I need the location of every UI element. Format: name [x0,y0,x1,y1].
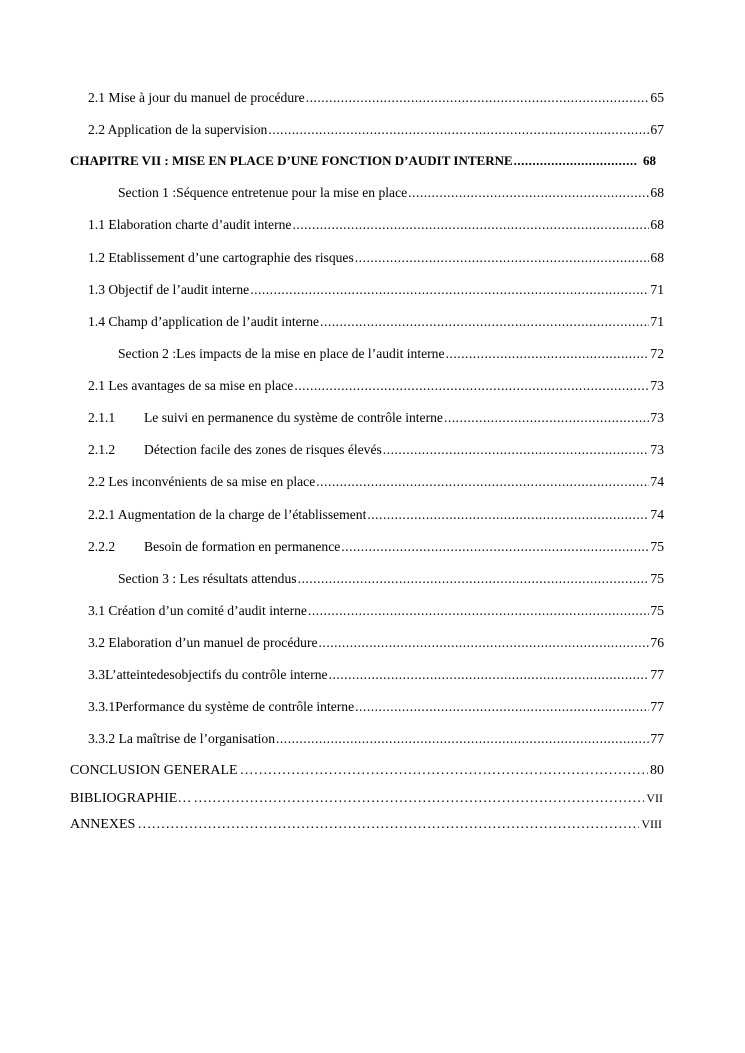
toc-entry-label: 2.2 Application de la supervision [88,122,268,137]
toc-entry-label: Section 1 :Séquence entretenue pour la mise en place [118,185,408,200]
toc-entry-label: 3.3L’atteintedesobjectifs du contrôle interne [88,667,328,682]
toc-entry [88,410,664,426]
toc-entry [88,539,664,555]
leader-dots [250,282,649,298]
toc-entry-page: 80 [650,763,664,778]
leader-dots [240,763,648,779]
toc-entry [88,378,664,394]
toc-back-matter-entry [70,790,663,807]
toc-chapter-entry [70,153,656,169]
toc-entry-page: 76 [650,635,664,650]
toc-entry-page: 73 [650,410,664,425]
toc-entry-page: 74 [650,507,664,522]
toc-entry-page: 77 [650,699,664,714]
toc-section-entry [118,571,664,587]
toc-entry-label: 1.2 Etablissement d’une cartographie des risques [88,250,354,265]
leader-dots [444,410,649,426]
leader-dots [308,603,649,619]
toc-back-matter-entry [70,816,662,833]
toc-entry-page: 73 [650,442,664,457]
toc-entry-label: 2.1 Les avantages de sa mise en place [88,378,294,393]
toc-entry [88,314,664,330]
toc-entry-page: 75 [650,539,664,554]
toc-section-entry [118,346,664,362]
toc-entry [88,731,664,747]
toc-entry-label: Le suivi en permanence du système de contrôle interne [144,410,443,425]
toc-entry-label: Section 3 : Les résultats attendus [118,571,297,586]
leader-dots [294,378,649,394]
toc-entry [88,507,664,523]
toc-entry [88,474,664,490]
toc-back-matter-entry [70,763,664,779]
toc-entry-label: Besoin de formation en permanence [144,539,341,554]
toc-entry-label: 3.3.1Performance du système de contrôle interne [88,699,355,714]
toc-entry-label: 2.1 Mise à jour du manuel de procédure [88,90,305,105]
toc-entry-label: 3.1 Création d’un comité d’audit interne [88,603,307,618]
leader-dots [383,442,650,458]
leader-dots [341,539,649,555]
toc-entry-label: 3.3.2 La maîtrise de l’organisation [88,731,275,746]
toc-entry-page: 68 [643,153,656,168]
toc-entry-label: 2.2.1 Augmentation de la charge de l’établissement [88,507,367,522]
leader-dots [193,791,644,807]
toc-entry-page: VII [646,791,663,805]
toc-entry-label: 1.4 Champ d’application de l’audit interne [88,314,320,329]
toc-entry [88,282,664,298]
leader-dots [355,699,649,715]
toc-entry [88,217,664,233]
toc-entry [88,122,664,138]
toc-entry-label: CONCLUSION GENERALE [70,763,238,778]
toc-entry-page: 67 [650,122,664,137]
toc-entry-page: 73 [650,378,664,393]
toc-entry-page: 71 [650,282,664,297]
leader-dots [446,346,650,362]
toc-entry-page: 74 [650,474,664,489]
toc-entry-label: BIBLIOGRAPHIE… [70,791,192,806]
leader-dots [319,635,650,651]
toc-entry-label: 3.2 Elaboration d’un manuel de procédure [88,635,318,650]
leader-dots [329,667,650,683]
toc-entry [88,635,664,651]
toc-entry [88,90,664,106]
toc-section-entry [118,185,664,201]
toc-entry-page: 71 [650,314,664,329]
leader-dots [316,474,649,490]
toc-entry-label: 1.3 Objectif de l’audit interne [88,282,250,297]
toc-entry-page: 75 [650,571,664,586]
toc-entry-page: 77 [650,667,664,682]
leader-dots [137,817,639,833]
leader-dots [514,153,638,169]
toc-entry [88,442,664,458]
leader-dots [268,122,649,138]
leader-dots [320,314,649,330]
leader-dots [367,507,649,523]
leader-dots [276,731,649,747]
toc-entry-label: 2.2 Les inconvénients de sa mise en place [88,474,316,489]
toc-entry-page: VIII [641,817,662,831]
leader-dots [298,571,650,587]
toc-entry-page: 68 [650,185,664,200]
toc-entry-label: Détection facile des zones de risques élevés [144,442,382,457]
toc-entry-page: 68 [650,250,664,265]
toc-entry-number: 2.1.1 [88,410,116,425]
leader-dots [408,185,649,201]
toc-entry-label: Section 2 :Les impacts de la mise en place de l’audit interne [118,346,445,361]
toc-entry-label: ANNEXES [70,817,136,832]
toc-entry-label: 1.1 Elaboration charte d’audit interne [88,217,292,232]
toc-entry [88,699,664,715]
toc-entry-label: CHAPITRE VII : MISE EN PLACE D’UNE FONCTION D’AUDIT INTERNE [70,153,513,168]
toc-entry [88,603,664,619]
toc-entry-page: 72 [650,346,664,361]
toc-entry-page: 65 [650,90,664,105]
leader-dots [306,90,650,106]
leader-dots [355,250,650,266]
toc-entry-page: 75 [650,603,664,618]
toc-entry-page: 68 [650,217,664,232]
toc-entry-number: 2.2.2 [88,539,116,554]
toc-entry [88,250,664,266]
toc-entry-page: 77 [650,731,664,746]
toc-entry-number: 2.1.2 [88,442,116,457]
leader-dots [292,217,649,233]
toc-entry [88,667,664,683]
